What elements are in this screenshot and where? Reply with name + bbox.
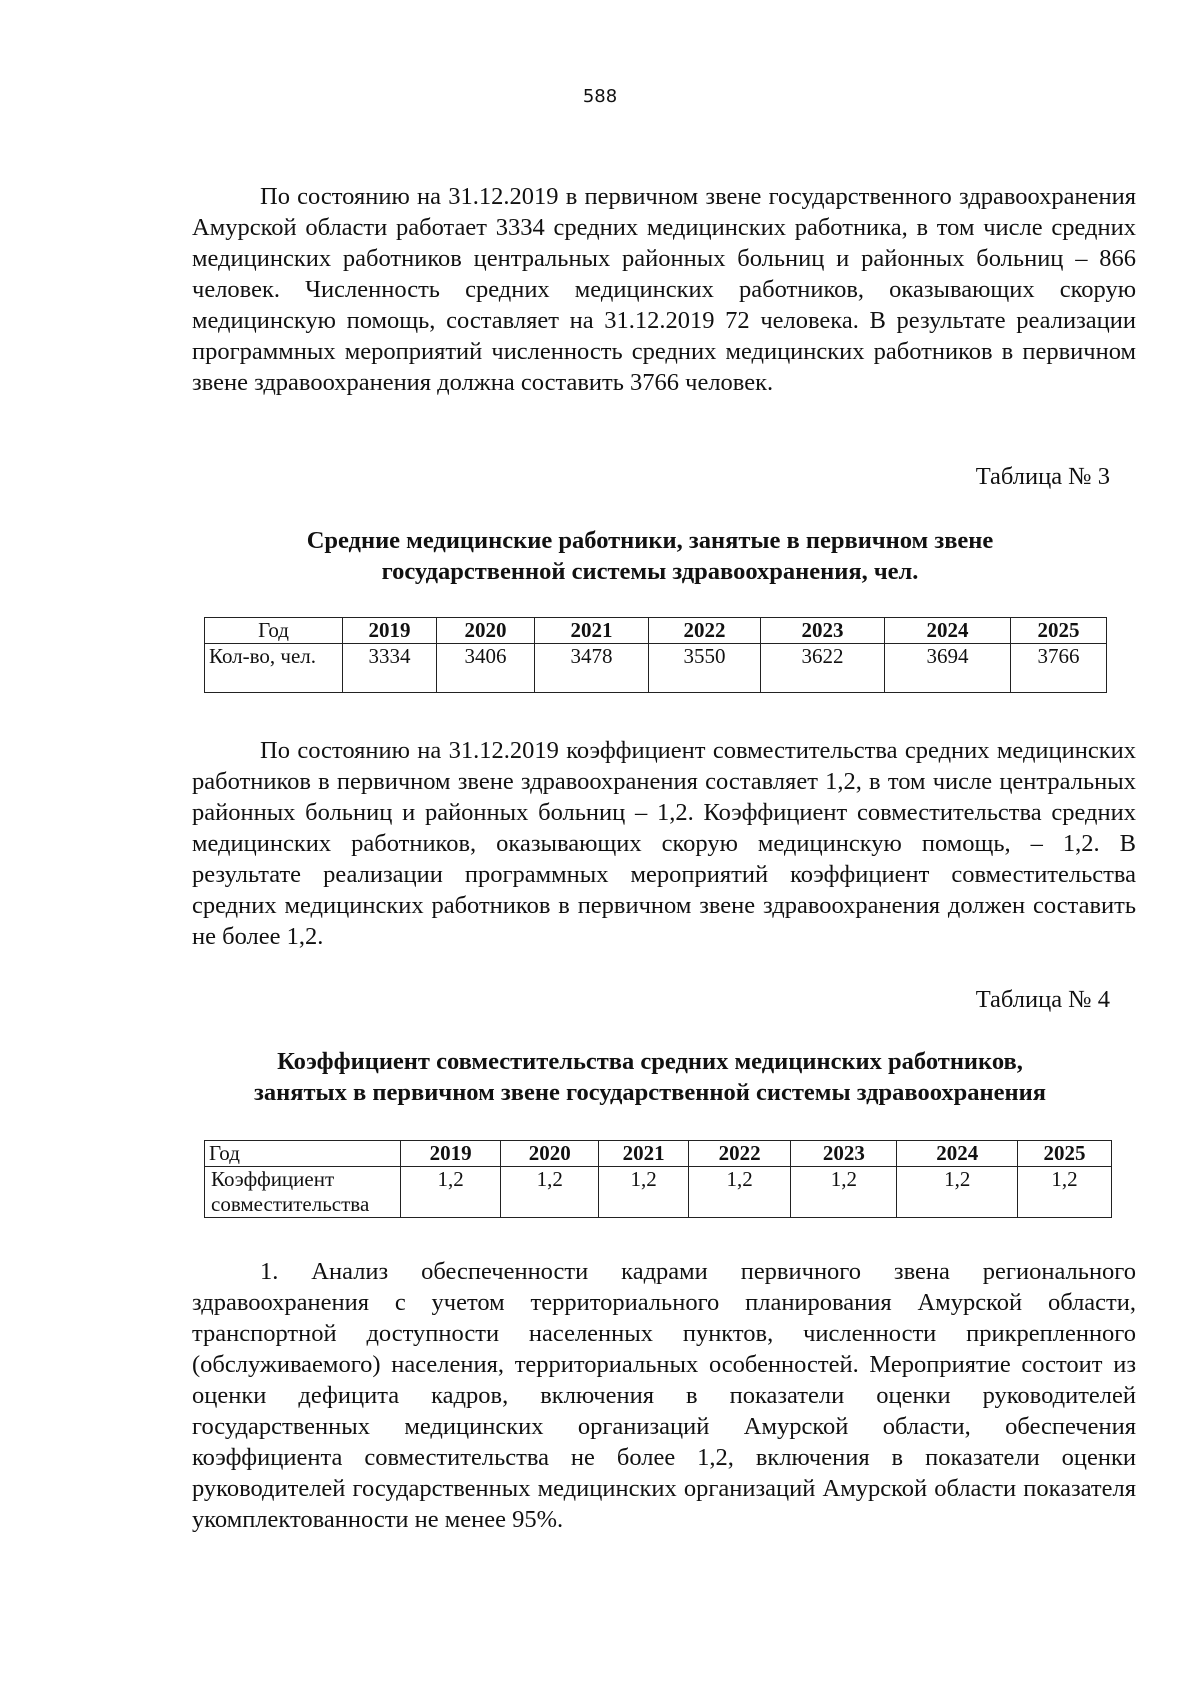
table-3-header-cell: 2025 <box>1011 618 1107 644</box>
table-3-title-line-2: государственной системы здравоохранения, чел. <box>381 558 919 585</box>
table-3-header-cell: 2023 <box>761 618 885 644</box>
table-3-data-row <box>205 644 1107 693</box>
table-4-title-line-2: занятых в первичном звене государственной системы здравоохранения <box>254 1079 1046 1106</box>
table-4-header-year: Год <box>205 1141 401 1167</box>
table-4-title-line-1: Коэффициент совместительства средних медицинских работников, <box>277 1048 1023 1075</box>
table-3-title <box>150 525 1150 587</box>
paragraph-staffing-analysis: 1. Анализ обеспеченности кадрами первичного звена регионального здравоохранения с учетом территориального планирования Амурской области, транспортной доступности населенных пунктов, численности прикрепленного (обслуживаемого) населения, территориальных особенностей. Мероприятие состоит из оценки дефицита кадров, включения в показатели оценки руководителей государственных медицинских организаций Амурской области, обеспечения коэффициента совместительства не более 1,2, включения в показатели оценки руководителей государственных медицинских организаций Амурской области показателя укомплектованности не менее 95%. <box>192 1258 1136 1533</box>
table-3-cell: 3334 <box>343 644 437 693</box>
table-4-title <box>150 1046 1150 1108</box>
paragraph-coefficient: По состоянию на 31.12.2019 коэффициент совместительства средних медицинских работников в первичном звене здравоохранения составляет 1,2, в том числе центральных районных больниц и районных больниц – 1,2. Коэффициент совместительства средних медицинских работников, оказывающих скорую медицинскую помощь, – 1,2. В результате реализации программных мероприятий коэффициент совместительства средних медицинских работников в первичном звене здравоохранения должен составить не более 1,2. <box>192 737 1136 950</box>
table-4-header-cell: 2023 <box>791 1141 897 1167</box>
table-4-data-row <box>205 1167 1112 1218</box>
table-4-cell: 1,2 <box>599 1167 689 1218</box>
table-3-header-cell: 2021 <box>535 618 649 644</box>
table-3-cell: 3478 <box>535 644 649 693</box>
page-number: 588 <box>582 86 618 107</box>
table-4-header-cell: 2022 <box>689 1141 791 1167</box>
table-4-header-cell: 2019 <box>401 1141 501 1167</box>
table-3-header-cell: 2024 <box>885 618 1011 644</box>
table-4-header-cell: 2024 <box>897 1141 1018 1167</box>
table-3-header-cell: 2019 <box>343 618 437 644</box>
table-3-cell: 3766 <box>1011 644 1107 693</box>
table-4 <box>204 1140 1112 1218</box>
table-4-header-cell: 2020 <box>501 1141 599 1167</box>
table-3-row-label: Кол-во, чел. <box>205 644 343 693</box>
table-3-cell: 3406 <box>437 644 535 693</box>
table-3-header-row <box>205 618 1107 644</box>
table-4-cell: 1,2 <box>791 1167 897 1218</box>
table-3 <box>204 617 1107 693</box>
table-3-header-cell: 2020 <box>437 618 535 644</box>
table-4-cell: 1,2 <box>689 1167 791 1218</box>
table-4-row-label: Коэффициент совместительства <box>205 1167 401 1218</box>
table-4-cell: 1,2 <box>897 1167 1018 1218</box>
table-3-title-line-1: Средние медицинские работники, занятые в первичном звене <box>306 527 994 554</box>
table-4-cell: 1,2 <box>401 1167 501 1218</box>
table-4-label: Таблица № 4 <box>975 986 1110 1013</box>
table-3-cell: 3622 <box>761 644 885 693</box>
table-4-header-cell: 2021 <box>599 1141 689 1167</box>
table-4-header-row <box>205 1141 1112 1167</box>
table-3-cell: 3694 <box>885 644 1011 693</box>
table-3-cell: 3550 <box>649 644 761 693</box>
table-3-header-cell: 2022 <box>649 618 761 644</box>
table-3-label: Таблица № 3 <box>975 463 1110 490</box>
table-4-cell: 1,2 <box>501 1167 599 1218</box>
table-3-header-year: Год <box>205 618 343 644</box>
table-4-cell: 1,2 <box>1017 1167 1111 1218</box>
paragraph-staff-count: По состоянию на 31.12.2019 в первичном звене государственного здравоохранения Амурской области работает 3334 средних медицинских работника, в том числе средних медицинских работников центральных районных больниц и районных больниц – 866 человек. Численность средних медицинских работников, оказывающих скорую медицинскую помощь, составляет на 31.12.2019 72 человека. В результате реализации программных мероприятий численность средних медицинских работников в первичном звене здравоохранения должна составить 3766 человек. <box>192 183 1136 396</box>
table-4-header-cell: 2025 <box>1017 1141 1111 1167</box>
